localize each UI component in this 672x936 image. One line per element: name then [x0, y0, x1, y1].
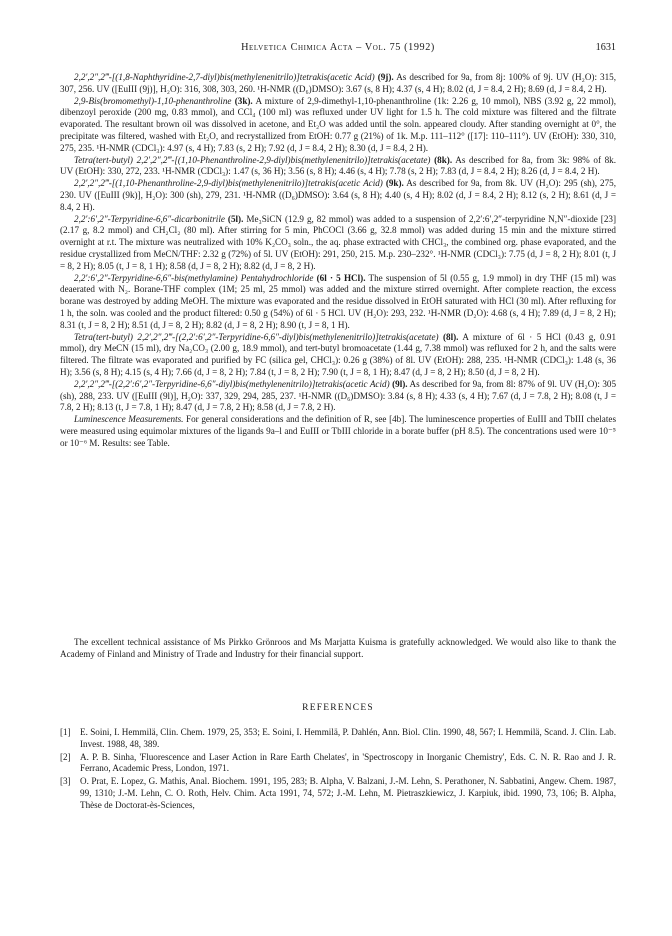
reference-item: [60, 727, 616, 751]
compound-name: 2,2′:6′,2″-Terpyridine-6,6″-bis(methylamine) Pentahydrochloride: [74, 272, 314, 283]
compound-name: Tetra(tert-butyl) 2,2′,2″,2‴-[(1,10-Phenanthroline-2,9-diyl)bis(methylenenitrilo)]tetrakis(acetate): [74, 154, 431, 165]
compound-label: (5l).: [227, 213, 244, 224]
paragraph-luminescence: [60, 414, 616, 449]
paragraph-9k: [60, 178, 616, 213]
compound-name: 2,9-Bis(bromomethyl)-1,10-phenanthroline: [74, 95, 232, 106]
acknowledgement-text: The excellent technical assistance of Ms Pirkko Grönroos and Ms Marjatta Kuisma is gratefully acknowledged. We would also like to thank the Academy of Finland and Ministry of Trade and Industry for their financial support.: [60, 637, 616, 659]
paragraph-6l: [60, 273, 616, 332]
journal-title: Helvetica Chimica Acta – Vol. 75 (1992): [241, 42, 435, 53]
reference-item: [60, 776, 616, 811]
section-heading: Luminescence Measurements.: [74, 414, 184, 425]
references-list: [60, 727, 616, 813]
experimental-section: [60, 72, 616, 450]
running-header: [60, 42, 616, 56]
compound-label: (8k).: [434, 154, 453, 165]
references-heading: REFERENCES: [302, 703, 374, 713]
paragraph-5l: [60, 214, 616, 273]
reference-number: [3]: [60, 776, 71, 787]
reference-number: [2]: [60, 751, 71, 762]
paragraph-3k: [60, 96, 616, 155]
paragraph-text: As described for 9a, from 8l: 87% of 9l. UV (H₂O): 305 (sh), 288, 233. UV ([EuIII (9l)], H₂O): 337, 329, 294, 285, 237. ¹H-NMR ((D₆)DMSO): 3.84 (s, 8 H); 4.33 (s, 4 H); 7.67 (d, J = 7.8, 2 H); 8.08 (t, J = 7.8, 2 H); 8.13 (t, J = 7.8, 1 H); 8.47 (d, J = 7.8, 2 H); 8.58 (d, J = 7.8, 2 H).: [60, 378, 617, 413]
compound-name: Tetra(tert-butyl) 2,2′,2″,2‴-[(2,2′:6′,2″-Terpyridine-6,6″-diyl)bis(methylenenitrilo)]tetrakis(acetate): [74, 331, 439, 342]
paragraph-9l: [60, 379, 616, 414]
paragraph-9j: [60, 72, 616, 96]
reference-number: [1]: [60, 727, 71, 737]
compound-name: 2,2′,2″,2‴-[(1,8-Naphthyridine-2,7-diyl)bis(methylenenitrilo)]tetrakis(acetic Acid): [74, 72, 375, 82]
paragraph-text: A mixture of 6l · 5 HCl (0.43 g, 0.91 mmol), dry MeCN (15 ml), dry Na₂CO₃ (2.00 g, 18.9 mmol), and tert-butyl bromoacetate (1.44 g, 7.38 mmol) was refluxed for 2 h, and the salts were filtered. The filtrate was evaporated and purified by FC (silica gel, CHCl₃): 0.26 g (38%) of 8l. UV (EtOH): 288, 235. ¹H-NMR (CDCl₃): 1.48 (s, 36 H); 3.56 (s, 8 H); 4.15 (s, 4 H); 7.66 (d, J = 8, 2 H); 7.84 (t, J = 8, 2 H); 7.90 (t, J = 8, 1 H); 8.47 (d, J = 8, 2 H); 8.50 (d, J = 8, 2 H).: [60, 331, 617, 377]
acknowledgement: [60, 637, 616, 661]
reference-text: E. Soini, I. Hemmilä, Clin. Chem. 1979, 25, 353; E. Soini, I. Hemmilä, P. Dahlén, Ann. Biol. Clin. 1990, 48, 567; I. Hemmilä, Scand. J. Clin. Lab. Invest. 1988, 48, 389.: [80, 727, 616, 749]
compound-name: 2,2′:6′,2″-Terpyridine-6,6″-dicarbonitrile: [74, 213, 225, 224]
paragraph-text: The suspension of 5l (0.55 g, 1.9 mmol) in dry THF (15 ml) was deaerated with N₂. Borane-THF complex (1M; 25 ml, 25 mmol) was added and the mixture stirred overnight. After complete reaction, the excess borane was destroyed by adding MeOH. The mixture was evaporated and the residue dissolved in EtOH saturated with HCl (30 ml). After refluxing for 1 h, the soln. was cooled and the product filtered: 0.50 g (54%) of 6l · 5 HCl. UV (H₂O): 293, 232. ¹H-NMR (D₂O): 4.68 (s, 4 H); 7.89 (d, J = 8, 2 H); 8.31 (t, J = 8, 2 H); 8.51 (d, J = 8, 2 H); 8.82 (d, J = 8, 2 H); 8.90 (t, J = 8, 1 H).: [60, 272, 616, 330]
paragraph-text: For general considerations and the definition of R, see [4b]. The luminescence properties of EuIII and TbIII chelates were measured using equimolar mixtures of the ligands 9a–l and EuIII or TbIII chloride in a borate buffer (pH 8.5). The concentrations used were 10⁻⁵ or 10⁻⁶ M. Results: see Table.: [60, 414, 616, 448]
compound-name: 2,2′,2″,2‴-[(2,2′:6′,2″-Terpyridine-6,6″-diyl)bis(methylenenitrilo)]tetrakis(acetic Acid): [74, 378, 390, 389]
compound-label: (9l).: [392, 378, 408, 389]
paragraph-text: As described for 8a, from 3k: 98% of 8k. UV (EtOH): 330, 272, 233. ¹H-NMR (CDCl₃): 1.47 (s, 36 H); 3.56 (s, 8 H); 4.46 (s, 4 H); 7.78 (s, 2 H); 7.83 (d, J = 8.4, 2 H); 8.26 (d, J = 8.4, 2 H).: [60, 154, 617, 177]
compound-label: (9j).: [377, 72, 394, 82]
paragraph-text: As described for 9a, from 8j: 100% of 9j. UV (H₂O): 315, 307, 256. UV ([EuIII (9j)], H₂O): 316, 308, 303, 260. ¹H-NMR ((D₆)DMSO): 3.67 (s, 8 H); 4.37 (s, 4 H); 8.02 (d, J = 8.4, 2 H); 8.69 (d, J = 8.4, 2 H).: [60, 72, 617, 94]
paragraph-text: Me₃SiCN (12.9 g, 82 mmol) was added to a suspension of 2,2′:6′,2″-terpyridine N,N″-dioxide [23] (2.17 g, 8.2 mmol) and CH₂Cl₂ (80 ml). After stirring for 5 min, PhCOCl (3.66 g, 32.8 mmol) was added during 15 min and the mixture stirred overnight at r.t. The mixture was neutralized with 10% K₂CO₃ soln., the aq. phase extracted with CHCl₃, the combined org. phase evaporated, and the residue crystallized from MeCN/THF: 2.32 g (72%) of 5l. UV (EtOH): 291, 250, 215. M.p. 230–232°. ¹H-NMR (CDCl₃): 7.75 (d, J = 8, 2 H); 8.01 (t, J = 8, 2 H); 8.05 (t, J = 8, 1 H); 8.58 (d, J = 8, 2 H); 8.82 (d, J = 8, 2 H).: [60, 213, 617, 271]
paragraph-text: A mixture of 2,9-dimethyl-1,10-phenanthroline (1k: 2.26 g, 10 mmol), NBS (3.92 g, 22 mmol), dibenzoyl peroxide (200 mg, 0.83 mmol), and CCl₄ (100 ml) was refluxed under UV light for 1.5 h. The cold mixture was filtered and the filtrate evaporated. The resultant brown oil was dissolved in acetone, and Et₂O was added until the soln. appeared cloudy. After standing overnight at 0°, the precipitate was filtered, washed with Et₂O, and recrystallized from EtOH: 0.77 g (21%) of 1k. M.p. 111–112° ([17]: 110–111°). UV (EtOH): 330, 310, 275, 235. ¹H-NMR (CDCl₃): 4.97 (s, 4 H); 7.83 (s, 2 H); 7.92 (d, J = 8.4, 2 H); 8.30 (d, J = 8.4, 2 H).: [60, 95, 616, 153]
compound-label: (6l · 5 HCl).: [316, 272, 366, 283]
compound-label: (3k).: [234, 95, 253, 106]
compound-label: (9k).: [385, 178, 404, 189]
compound-label: (8l).: [443, 331, 459, 342]
paragraph-8k: [60, 155, 616, 179]
reference-text: A. P. B. Sinha, 'Fluorescence and Laser Action in Rare Earth Chelates', in 'Spectroscopy in Inorganic Chemistry', Eds. C. N. R. Rao and J. R. Ferrano, Academic Press, London, 1971.: [80, 751, 616, 774]
paragraph-8l: [60, 332, 616, 379]
page-number: 1631: [595, 42, 616, 53]
reference-text: O. Prat, E. Lopez, G. Mathis, Anal. Biochem. 1991, 195, 283; B. Alpha, V. Balzani, J.-M. Lehn, S. Perathoner, N. Sabbatini, Angew. Chem. 1987, 99, 1310; J.-M. Lehn, C. O. Roth, Helv. Chim. Acta 1991, 74, 572; J.-M. Lehn, M. Pietraszkiewicz, J. Karpiuk, ibid. 1990, 73, 106; B. Alpha, Thèse de Doctorat-ès-Sciences,: [80, 776, 616, 810]
reference-item: [60, 752, 616, 776]
compound-name: 2,2′,2″,2‴-[(1,10-Phenanthroline-2,9-diyl)bis(methylenenitrilo)]tetrakis(acetic Acid): [74, 178, 383, 189]
paragraph-text: As described for 9a, from 8k. UV (H₂O): 295 (sh), 275, 230. UV ([EuIII (9k)], H₂O): 300 (sh), 279, 231. ¹H-NMR ((D₆)DMSO): 3.64 (s, 8 H); 4.40 (s, 4 H); 8.02 (d, J = 8.4, 2 H); 8.12 (s, 2 H); 8.61 (d, J = 8.4, 2 H).: [60, 178, 616, 212]
